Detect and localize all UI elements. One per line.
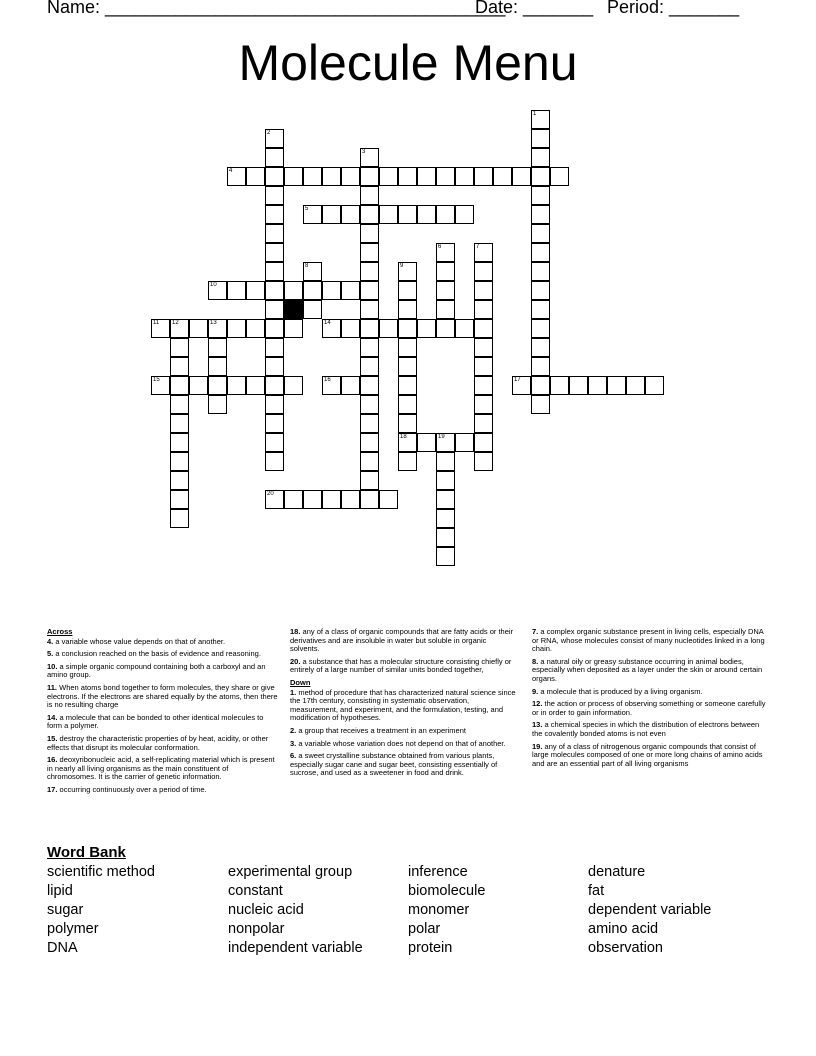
word-bank-item: nucleic acid <box>228 902 304 918</box>
crossword-cell[interactable] <box>170 338 189 357</box>
crossword-cell-18[interactable] <box>398 433 417 452</box>
crossword-cell[interactable] <box>436 547 455 566</box>
crossword-cell[interactable] <box>398 167 417 186</box>
crossword-cell[interactable] <box>436 205 455 224</box>
word-bank-item: independent variable <box>228 940 363 956</box>
word-bank-item: constant <box>228 883 283 899</box>
crossword-cell[interactable] <box>265 376 284 395</box>
crossword-cell[interactable] <box>398 376 417 395</box>
crossword-cell[interactable] <box>360 395 379 414</box>
clue-down-2: 2. a group that receives a treatment in an experiment <box>290 725 466 735</box>
crossword-cell[interactable] <box>531 319 550 338</box>
crossword-cell[interactable] <box>417 167 436 186</box>
crossword-cell[interactable] <box>265 186 284 205</box>
cell-number: 8 <box>305 263 309 269</box>
crossword-cell[interactable] <box>360 338 379 357</box>
crossword-cell[interactable] <box>265 243 284 262</box>
clue-across-17: 17. occurring continuously over a period of time. <box>47 784 207 794</box>
crossword-cell[interactable] <box>531 338 550 357</box>
crossword-cell[interactable] <box>322 490 341 509</box>
crossword-cell[interactable] <box>398 205 417 224</box>
cell-number: 14 <box>324 320 331 326</box>
crossword-cell[interactable] <box>474 319 493 338</box>
crossword-cell[interactable] <box>474 433 493 452</box>
cell-number: 9 <box>400 263 404 269</box>
clue-down-3: 3. a variable whose variation does not depend on that of another. <box>290 738 506 748</box>
crossword-cell[interactable] <box>398 414 417 433</box>
crossword-cell-11[interactable] <box>151 319 170 338</box>
crossword-cell[interactable] <box>170 414 189 433</box>
crossword-cell[interactable] <box>265 224 284 243</box>
crossword-cell[interactable] <box>398 452 417 471</box>
crossword-cell-17[interactable] <box>512 376 531 395</box>
clue-down-1: 1. method of procedure that has characterized natural science since the 17th century, consisting in systematic observation, measurement, and experiment, and the formulation, testing, and modification of hypotheses. <box>290 687 516 723</box>
crossword-cell[interactable] <box>341 205 360 224</box>
crossword-cell[interactable] <box>531 205 550 224</box>
crossword-cell[interactable] <box>474 300 493 319</box>
crossword-cell[interactable] <box>455 167 474 186</box>
crossword-cell[interactable] <box>170 509 189 528</box>
cell-number: 19 <box>438 434 445 440</box>
crossword-cell[interactable] <box>474 395 493 414</box>
crossword-cell[interactable] <box>436 509 455 528</box>
clue-down-6: 6. a sweet crystalline substance obtained from various plants, especially sugar cane and sugar beet, consisting essentially of sucrose, and used as a sweetener in food and drink. <box>290 751 498 778</box>
crossword-cell[interactable] <box>398 395 417 414</box>
crossword-cell[interactable] <box>360 452 379 471</box>
cell-number: 16 <box>324 377 331 383</box>
crossword-cell[interactable] <box>360 376 379 395</box>
crossword-cell[interactable] <box>360 471 379 490</box>
word-bank-item: scientific method <box>47 864 155 880</box>
crossword-cell[interactable] <box>531 129 550 148</box>
crossword-cell[interactable] <box>246 376 265 395</box>
cell-number: 2 <box>267 130 271 136</box>
crossword-cell[interactable] <box>208 357 227 376</box>
clue-down-9: 9. a molecule that is produced by a living organism. <box>532 686 703 696</box>
crossword-cell[interactable] <box>360 186 379 205</box>
crossword-cell[interactable] <box>417 319 436 338</box>
crossword-cell[interactable] <box>208 376 227 395</box>
crossword-cell-8[interactable] <box>303 262 322 281</box>
crossword-cell[interactable] <box>360 433 379 452</box>
crossword-cell[interactable] <box>360 224 379 243</box>
word-bank-item: DNA <box>47 940 78 956</box>
crossword-cell[interactable] <box>322 205 341 224</box>
crossword-cell[interactable] <box>626 376 645 395</box>
crossword-cell[interactable] <box>170 490 189 509</box>
word-bank-item: lipid <box>47 883 73 899</box>
crossword-cell[interactable] <box>303 167 322 186</box>
crossword-cell[interactable] <box>645 376 664 395</box>
crossword-cell[interactable] <box>569 376 588 395</box>
crossword-cell[interactable] <box>170 395 189 414</box>
word-bank-title: Word Bank <box>47 844 126 861</box>
crossword-cell[interactable] <box>360 262 379 281</box>
crossword-cell[interactable] <box>341 281 360 300</box>
crossword-cell[interactable] <box>531 167 550 186</box>
crossword-cell[interactable] <box>265 414 284 433</box>
crossword-cell[interactable] <box>436 167 455 186</box>
crossword-cell[interactable] <box>341 319 360 338</box>
cell-number: 13 <box>210 320 217 326</box>
clue-down-8: 8. a natural oily or greasy substance occurring in animal bodies, especially when deposited as a layer under the skin or around certain organs. <box>532 656 763 683</box>
crossword-cell-3[interactable] <box>360 148 379 167</box>
crossword-cell-15[interactable] <box>151 376 170 395</box>
crossword-cell[interactable] <box>265 167 284 186</box>
word-bank-item: fat <box>588 883 605 899</box>
black-square <box>284 300 303 319</box>
crossword-cell[interactable] <box>303 490 322 509</box>
crossword-cell[interactable] <box>170 471 189 490</box>
crossword-cell[interactable] <box>512 167 531 186</box>
crossword-cell-19[interactable] <box>436 433 455 452</box>
crossword-cell[interactable] <box>265 433 284 452</box>
crossword-cell[interactable] <box>170 433 189 452</box>
crossword-cell[interactable] <box>531 357 550 376</box>
crossword-cell[interactable] <box>474 357 493 376</box>
crossword-cell-16[interactable] <box>322 376 341 395</box>
word-bank-item: observation <box>588 940 663 956</box>
crossword-cell-9[interactable] <box>398 262 417 281</box>
crossword-cell[interactable] <box>170 357 189 376</box>
clue-across-16: 16. deoxyribonucleic acid, a self-replicating material which is present in nearly all living organisms as the main constituent of chromosomes. It is the carrier of genetic information. <box>47 755 275 782</box>
crossword-cell[interactable] <box>208 395 227 414</box>
crossword-cell[interactable] <box>170 452 189 471</box>
crossword-cell[interactable] <box>360 490 379 509</box>
crossword-cell[interactable] <box>360 167 379 186</box>
crossword-cell[interactable] <box>265 319 284 338</box>
crossword-cell[interactable] <box>208 338 227 357</box>
clues-column-1 <box>47 628 279 799</box>
clues-column-2 <box>290 628 518 782</box>
crossword-cell[interactable] <box>265 338 284 357</box>
word-bank-item: polar <box>408 921 441 937</box>
crossword-cell[interactable] <box>227 319 246 338</box>
clue-down-13: 13. a chemical species in which the distribution of electrons between the covalently bonded atoms is not even <box>532 720 760 738</box>
crossword-cell[interactable] <box>246 281 265 300</box>
crossword-cell[interactable] <box>436 490 455 509</box>
crossword-cell-4[interactable] <box>227 167 246 186</box>
word-bank-item: polymer <box>47 921 99 937</box>
crossword-cell[interactable] <box>265 300 284 319</box>
crossword-cell[interactable] <box>531 224 550 243</box>
crossword-cell[interactable] <box>284 376 303 395</box>
crossword-cell[interactable] <box>455 205 474 224</box>
crossword-cell[interactable] <box>436 528 455 547</box>
cell-number: 10 <box>210 282 217 288</box>
crossword-cell[interactable] <box>379 205 398 224</box>
crossword-cell[interactable] <box>265 357 284 376</box>
crossword-cell[interactable] <box>436 319 455 338</box>
crossword-cell[interactable] <box>379 490 398 509</box>
clue-across-4: 4. a variable whose value depends on that of another. <box>47 636 226 646</box>
cell-number: 17 <box>514 377 521 383</box>
clue-across-11: 11. When atoms bond together to form molecules, they share or give electrons. If the electrons are shared equally by the atoms, then there is no resulting charge <box>47 682 278 710</box>
crossword-cell[interactable] <box>284 319 303 338</box>
crossword-cell[interactable] <box>284 281 303 300</box>
cell-number: 15 <box>153 377 160 383</box>
word-bank-item: dependent variable <box>588 902 712 918</box>
crossword-cell[interactable] <box>531 281 550 300</box>
crossword-cell[interactable] <box>531 243 550 262</box>
clue-down-19: 19. any of a class of nitrogenous organic compounds that consist of large molecules composed of one or more long chains of amino acids and are an essential part of all living organisms <box>532 741 763 768</box>
crossword-cell[interactable] <box>474 338 493 357</box>
page-title: Molecule Menu <box>238 35 578 91</box>
crossword-cell[interactable] <box>531 300 550 319</box>
crossword-cell[interactable] <box>607 376 626 395</box>
crossword-cell[interactable] <box>379 319 398 338</box>
crossword-cell[interactable] <box>360 319 379 338</box>
crossword-cell[interactable] <box>265 205 284 224</box>
crossword-cell[interactable] <box>398 281 417 300</box>
crossword-cell[interactable] <box>474 281 493 300</box>
crossword-cell[interactable] <box>284 490 303 509</box>
word-bank-item: nonpolar <box>228 921 285 937</box>
crossword-cell[interactable] <box>322 167 341 186</box>
cell-number: 12 <box>172 320 179 326</box>
crossword-cell[interactable] <box>398 338 417 357</box>
clue-down-12: 12. the action or process of observing something or someone carefully or in order to gain information. <box>532 699 766 717</box>
crossword-cell[interactable] <box>474 452 493 471</box>
crossword-cell[interactable] <box>474 167 493 186</box>
cell-number: 20 <box>267 491 274 497</box>
crossword-cell[interactable] <box>531 186 550 205</box>
crossword-cell[interactable] <box>588 376 607 395</box>
cell-number: 18 <box>400 434 407 440</box>
crossword-cell[interactable] <box>379 167 398 186</box>
crossword-cell[interactable] <box>455 319 474 338</box>
crossword-cell[interactable] <box>265 452 284 471</box>
crossword-cell[interactable] <box>227 376 246 395</box>
crossword-cell[interactable] <box>265 281 284 300</box>
crossword-cell[interactable] <box>531 148 550 167</box>
down-heading: Down <box>290 677 311 687</box>
word-bank-item: inference <box>408 864 468 880</box>
across-heading: Across <box>47 627 73 636</box>
crossword-cell[interactable] <box>436 262 455 281</box>
crossword-cell-5[interactable] <box>303 205 322 224</box>
clue-down-7: 7. a complex organic substance present in living cells, especially DNA or RNA, whose molecules consist of many nucleotides linked in a long chain. <box>532 627 765 654</box>
clues-column-3 <box>532 628 768 772</box>
crossword-cell[interactable] <box>189 319 208 338</box>
crossword-cell[interactable] <box>360 205 379 224</box>
date-field[interactable]: Date: _______ <box>475 0 594 17</box>
crossword-cell[interactable] <box>436 452 455 471</box>
clue-across-18: 18. any of a class of organic compounds that are fatty acids or their derivatives and are insoluble in water but soluble in organic solvents. <box>290 627 514 654</box>
crossword-cell[interactable] <box>303 300 322 319</box>
crossword-cell[interactable] <box>341 490 360 509</box>
cell-number: 4 <box>229 168 233 174</box>
crossword-cell[interactable] <box>341 167 360 186</box>
crossword-cell[interactable] <box>493 167 512 186</box>
cell-number: 6 <box>438 244 442 250</box>
crossword-cell[interactable] <box>436 281 455 300</box>
crossword-cell-1[interactable] <box>531 110 550 129</box>
crossword-cell-20[interactable] <box>265 490 284 509</box>
cell-number: 5 <box>305 206 309 212</box>
cell-number: 1 <box>533 111 537 117</box>
crossword-cell[interactable] <box>284 167 303 186</box>
name-field[interactable]: Name: ________________________________________ <box>47 0 506 17</box>
word-bank-item: experimental group <box>228 864 353 880</box>
cell-number: 7 <box>476 244 480 250</box>
word-bank-item: biomolecule <box>408 883 486 899</box>
cell-number: 11 <box>153 320 160 326</box>
crossword-cell[interactable] <box>455 433 474 452</box>
crossword-cell-13[interactable] <box>208 319 227 338</box>
clue-across-10: 10. a simple organic compound containing both a carboxyl and an amino group. <box>47 661 266 680</box>
crossword-cell-14[interactable] <box>322 319 341 338</box>
crossword-cell[interactable] <box>265 262 284 281</box>
crossword-cell[interactable] <box>227 281 246 300</box>
crossword-cell[interactable] <box>341 376 360 395</box>
crossword-cell[interactable] <box>265 148 284 167</box>
crossword-cell[interactable] <box>360 300 379 319</box>
crossword-cell[interactable] <box>246 319 265 338</box>
crossword-cell-2[interactable] <box>265 129 284 148</box>
crossword-cell-7[interactable] <box>474 243 493 262</box>
crossword-cell[interactable] <box>360 243 379 262</box>
crossword-cell[interactable] <box>303 281 322 300</box>
crossword-cell[interactable] <box>246 167 265 186</box>
crossword-cell[interactable] <box>474 262 493 281</box>
crossword-cell[interactable] <box>170 376 189 395</box>
crossword-cell[interactable] <box>550 167 569 186</box>
crossword-cell[interactable] <box>436 300 455 319</box>
crossword-cell[interactable] <box>360 357 379 376</box>
crossword-cell[interactable] <box>360 281 379 300</box>
crossword-cell[interactable] <box>189 376 208 395</box>
cell-number: 3 <box>362 149 366 155</box>
word-bank-item: monomer <box>408 902 470 918</box>
crossword-cell[interactable] <box>436 471 455 490</box>
word-bank-item: amino acid <box>588 921 659 937</box>
crossword-cell[interactable] <box>265 395 284 414</box>
word-bank-item: sugar <box>47 902 84 918</box>
crossword-cell[interactable] <box>531 395 550 414</box>
crossword-cell[interactable] <box>531 262 550 281</box>
period-field[interactable]: Period: _______ <box>607 0 740 17</box>
crossword-cell[interactable] <box>417 205 436 224</box>
crossword-cell[interactable] <box>550 376 569 395</box>
clue-across-5: 5. a conclusion reached on the basis of evidence and reasoning. <box>47 649 261 659</box>
crossword-cell-10[interactable] <box>208 281 227 300</box>
crossword-cell[interactable] <box>531 376 550 395</box>
crossword-cell[interactable] <box>474 414 493 433</box>
crossword-cell[interactable] <box>398 357 417 376</box>
crossword-cell[interactable] <box>322 281 341 300</box>
crossword-cell[interactable] <box>360 414 379 433</box>
crossword-cell-6[interactable] <box>436 243 455 262</box>
crossword-cell-12[interactable] <box>170 319 189 338</box>
crossword-cell[interactable] <box>398 300 417 319</box>
word-bank-item: denature <box>588 864 646 880</box>
clue-across-20: 20. a substance that has a molecular structure consisting chiefly or entirely of a large number of similar units bonded together, <box>290 656 512 675</box>
crossword-cell[interactable] <box>474 376 493 395</box>
clue-across-14: 14. a molecule that can be bonded to other identical molecules to form a polymer. <box>47 712 264 731</box>
word-bank-item: protein <box>408 940 453 956</box>
clue-across-15: 15. destroy the characteristic properties of by heat, acidity, or other effects that disrupt its molecular conformation. <box>47 733 269 752</box>
crossword-cell[interactable] <box>417 433 436 452</box>
crossword-cell[interactable] <box>398 319 417 338</box>
